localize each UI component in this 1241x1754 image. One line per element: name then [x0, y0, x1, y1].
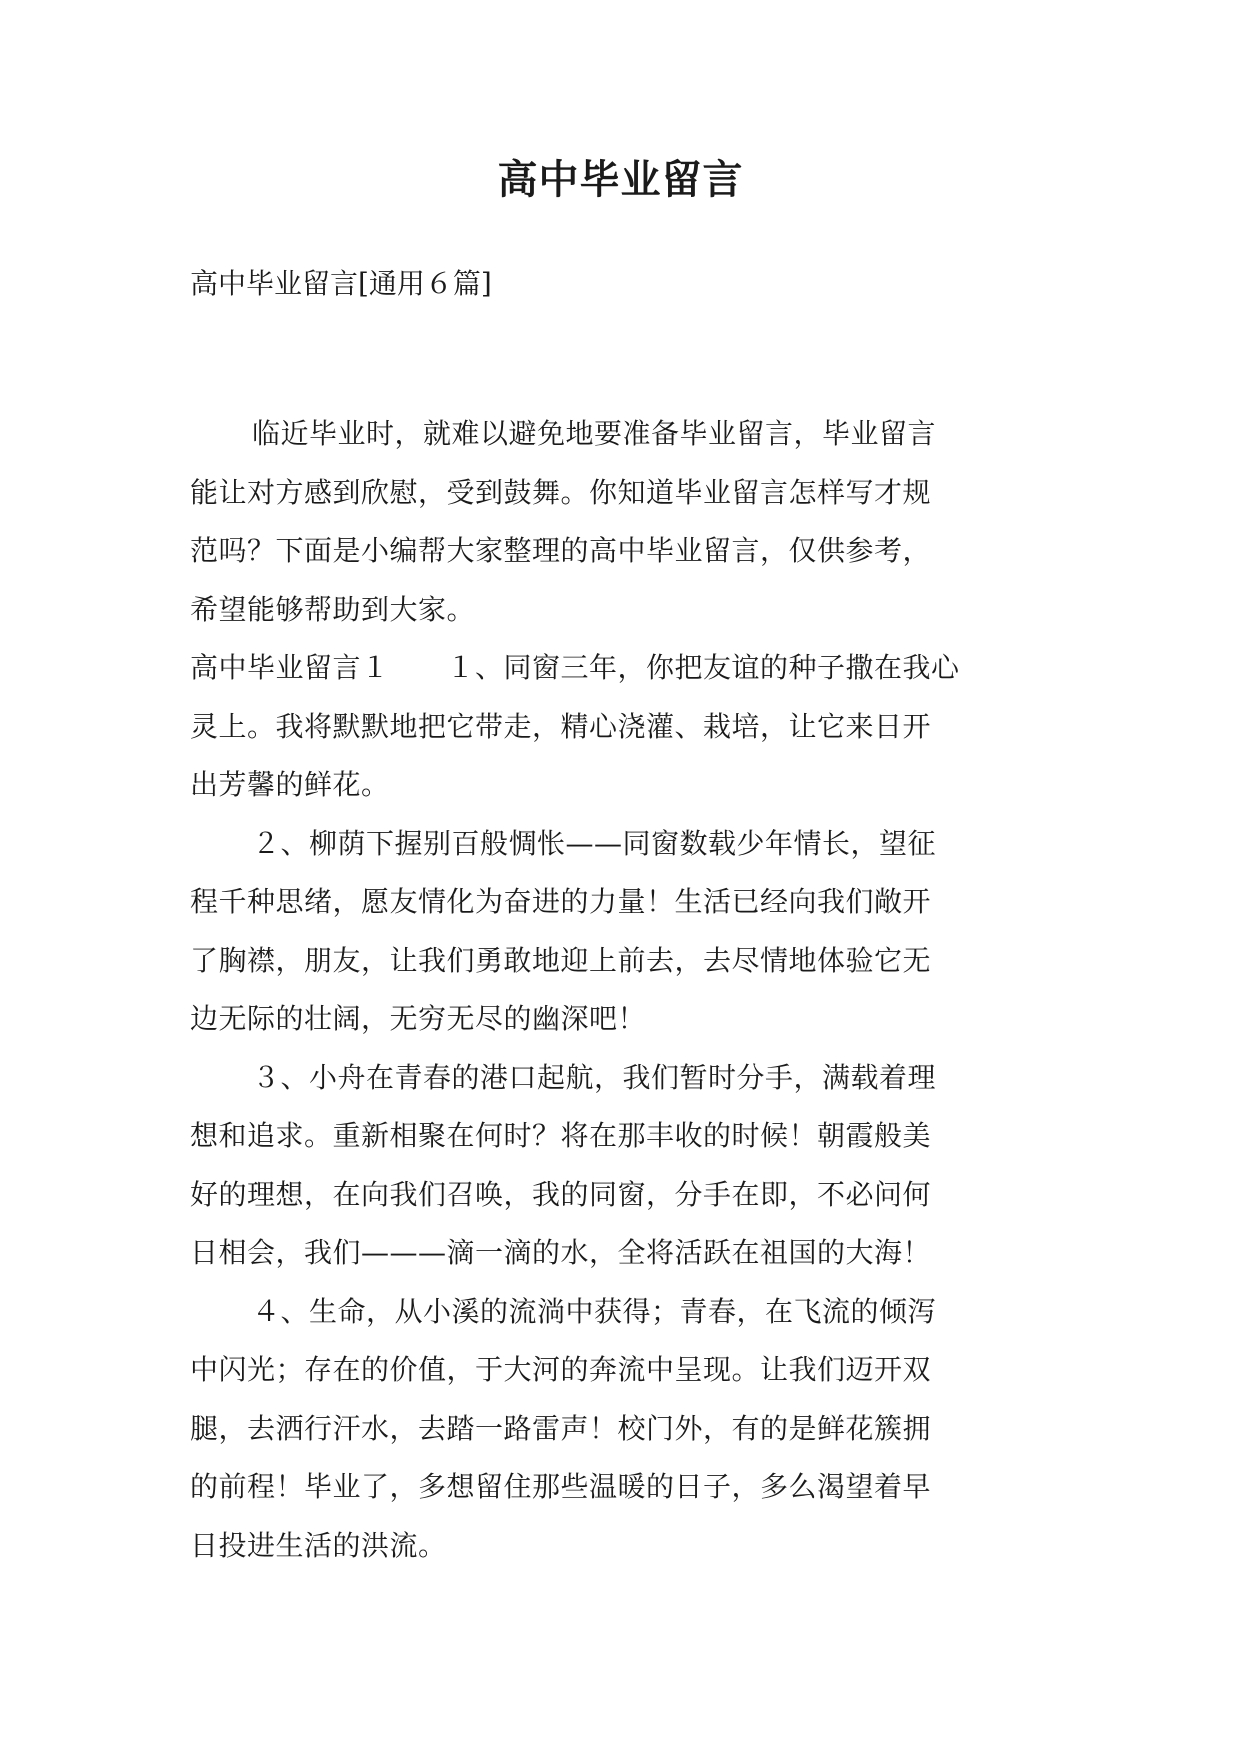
body-text-line: ４、生命，从小溪的流淌中获得；青春，在飞流的倾泻 [252, 1294, 937, 1328]
document-subtitle: 高中毕业留言[通用６篇] [190, 267, 492, 300]
body-text-line: 日投进生活的洪流。 [190, 1528, 447, 1562]
body-text-line: 临近毕业时，就难以避免地要准备毕业留言，毕业留言 [252, 417, 937, 450]
body-text-line: 想和追求。重新相聚在何时？将在那丰收的时候！朝霞般美 [190, 1119, 932, 1152]
body-text-line: 的前程！毕业了，多想留住那些温暖的日子，多么渴望着早 [190, 1470, 932, 1503]
body-text-line: 了胸襟，朋友，让我们勇敢地迎上前去，去尽情地体验它无 [190, 943, 932, 977]
body-text-line: 好的理想，在向我们召唤，我的同窗，分手在即，不必问何 [190, 1177, 932, 1211]
body-text-line: 日相会，我们———滴一滴的水，全将活跃在祖国的大海！ [190, 1236, 932, 1269]
document-body [190, 405, 1060, 1575]
body-text-line: 出芳馨的鲜花。 [190, 768, 390, 801]
body-text-line: 灵上。我将默默地把它带走，精心浇灌、栽培，让它来日开 [190, 709, 932, 743]
body-text-line: 能让对方感到欣慰，受到鼓舞。你知道毕业留言怎样写才规 [190, 475, 932, 509]
body-text-line: ３、小舟在青春的港口起航，我们暂时分手，满载着理 [252, 1060, 937, 1094]
body-text-line: 高中毕业留言１ １、同窗三年，你把友谊的种子撒在我心 [190, 651, 960, 684]
body-text-line: 边无际的壮阔，无穷无尽的幽深吧！ [190, 1002, 647, 1035]
document-title: 高中毕业留言 [497, 156, 744, 203]
body-text-line: ２、柳荫下握别百般惆怅——同窗数载少年情长，望征 [252, 826, 937, 860]
body-text-line: 中闪光；存在的价值，于大河的奔流中呈现。让我们迈开双 [190, 1353, 932, 1386]
body-text-line: 腿，去洒行汗水，去踏一路雷声！校门外，有的是鲜花簇拥 [190, 1411, 932, 1445]
body-text-line: 范吗？下面是小编帮大家整理的高中毕业留言，仅供参考， [190, 534, 932, 567]
body-text-line: 希望能够帮助到大家。 [190, 592, 476, 626]
body-text-line: 程千种思绪，愿友情化为奋进的力量！生活已经向我们敞开 [190, 885, 932, 918]
